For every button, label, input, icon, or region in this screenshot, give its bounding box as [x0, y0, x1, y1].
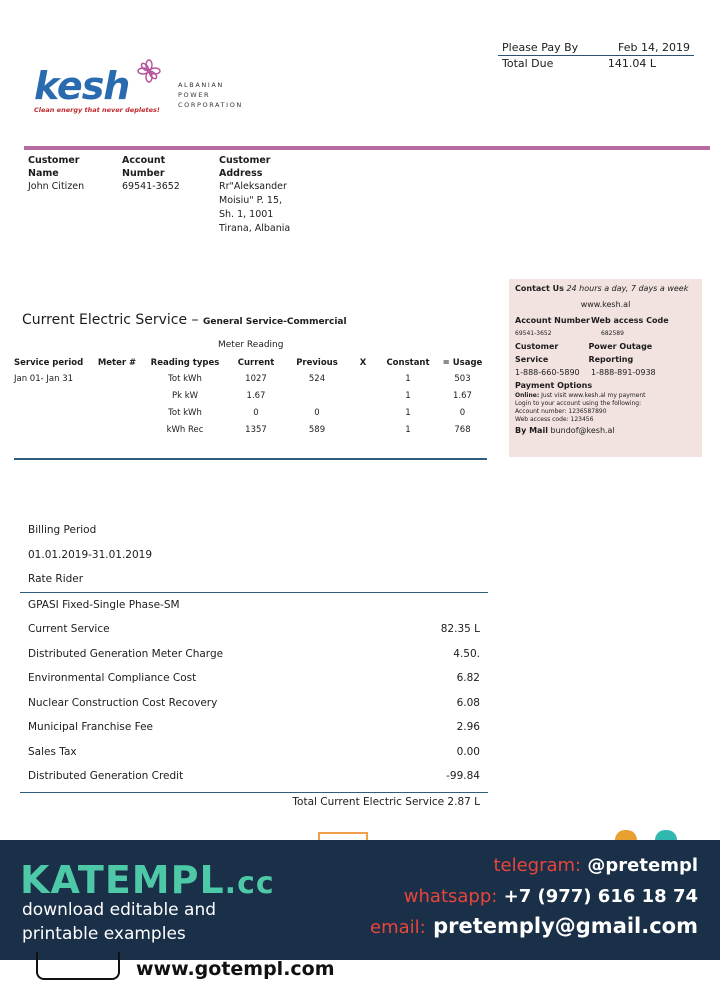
banner-subtitle: download editable and printable examples: [22, 900, 217, 944]
customer-name-block: Customer Name John Citizen: [28, 155, 85, 192]
email-line[interactable]: email: pretemply@gmail.com: [370, 914, 698, 938]
billing-period: 01.01.2019-31.01.2019: [28, 548, 153, 561]
rate-rider-label: Rate Rider: [20, 567, 488, 593]
whatsapp-line[interactable]: whatsapp: +7 (977) 616 18 74: [403, 886, 698, 907]
contact-website: www.kesh.al: [580, 300, 631, 309]
laptop-icon: [36, 952, 120, 980]
logo-corporation: ALBANIAN POWER CORPORATION: [178, 81, 243, 109]
meter-reading-label: Meter Reading: [218, 340, 284, 350]
billing-period-label: Billing Period: [28, 524, 97, 537]
header-divider: [24, 146, 710, 150]
company-logo: [32, 58, 247, 118]
total-due-amount: 141.04 L: [607, 57, 656, 70]
table-row: Tot kWh 0 0 1 0: [168, 407, 466, 418]
table-row: Municipal Franchise Fee 2.96: [28, 721, 480, 734]
table-row: Jan 01- Jan 31 Tot kWh 1027 524 1 503: [14, 373, 471, 384]
table-row: kWh Rec 1357 589 1 768: [166, 424, 471, 435]
payment-summary: [498, 40, 694, 71]
service-subtitle: General Service-Commercial: [203, 317, 347, 327]
account-number-block: Account Number 69541-3652: [122, 155, 180, 192]
billing-table: [20, 518, 488, 789]
total-service: Total Current Electric Service 2.87 L: [20, 792, 488, 808]
customer-name: John Citizen: [28, 181, 85, 192]
meter-table: [14, 356, 487, 438]
customer-address-block: Customer Address Rr"Aleksander Moisiu" P. 15, Sh. 1, 1001 Tirana, Albania: [219, 155, 291, 234]
table-row: Distributed Generation Credit -99.84: [28, 770, 480, 783]
table-row: Nuclear Construction Cost Recovery 6.08: [28, 696, 480, 709]
flower-icon: [136, 58, 162, 84]
logo-tagline: Clean energy that never depletes!: [34, 106, 160, 114]
account-number: 69541-3652: [122, 181, 180, 192]
rate-name: GPASI Fixed-Single Phase-SM: [28, 598, 180, 611]
pay-by-date: Feb 14, 2019: [618, 41, 690, 54]
meter-table-rule: [14, 458, 487, 460]
logo-wordmark: kesh: [34, 64, 130, 108]
address-line: Tirana, Albania: [219, 223, 291, 234]
pay-by-label: Please Pay By: [502, 41, 579, 54]
table-row: Pk kW 1.67 1 1.67: [171, 390, 472, 401]
total-due-label: Total Due: [502, 57, 554, 70]
address-line: Sh. 1, 1001: [219, 209, 274, 220]
meter-header-row: Service period Meter # Reading types Current Previous X Constant = Usage: [14, 358, 483, 368]
table-row: Distributed Generation Meter Charge 4.50.: [28, 647, 480, 660]
telegram-line[interactable]: telegram: @pretempl: [493, 855, 698, 876]
table-row: Current Service 82.35 L: [28, 623, 480, 636]
contact-panel: Contact Us 24 hours a day, 7 days a week www.kesh.al Account Number Web access Code 69541-3652 682589 Customer Service Power Outage Reporting 1-888-660-5890 1-888-891-0938 Payment Options Online: Just visit www.kesh.al my payment Login to your account using the following: Account number: 1236587890 Web access code: 123456 By Mail bundof@kesh.al: [509, 279, 702, 457]
address-line: Rr"Aleksander: [219, 181, 287, 192]
table-row: Sales Tax 0.00: [28, 745, 480, 758]
address-line: Moisiu" P. 15,: [219, 195, 283, 206]
table-row: Environmental Compliance Cost 6.82: [28, 672, 480, 685]
website-link[interactable]: www.gotempl.com: [136, 958, 335, 980]
service-title: Current Electric Service – General Service-Commercial: [22, 312, 347, 328]
banner-brand: KATEMPL.cc: [20, 858, 275, 902]
